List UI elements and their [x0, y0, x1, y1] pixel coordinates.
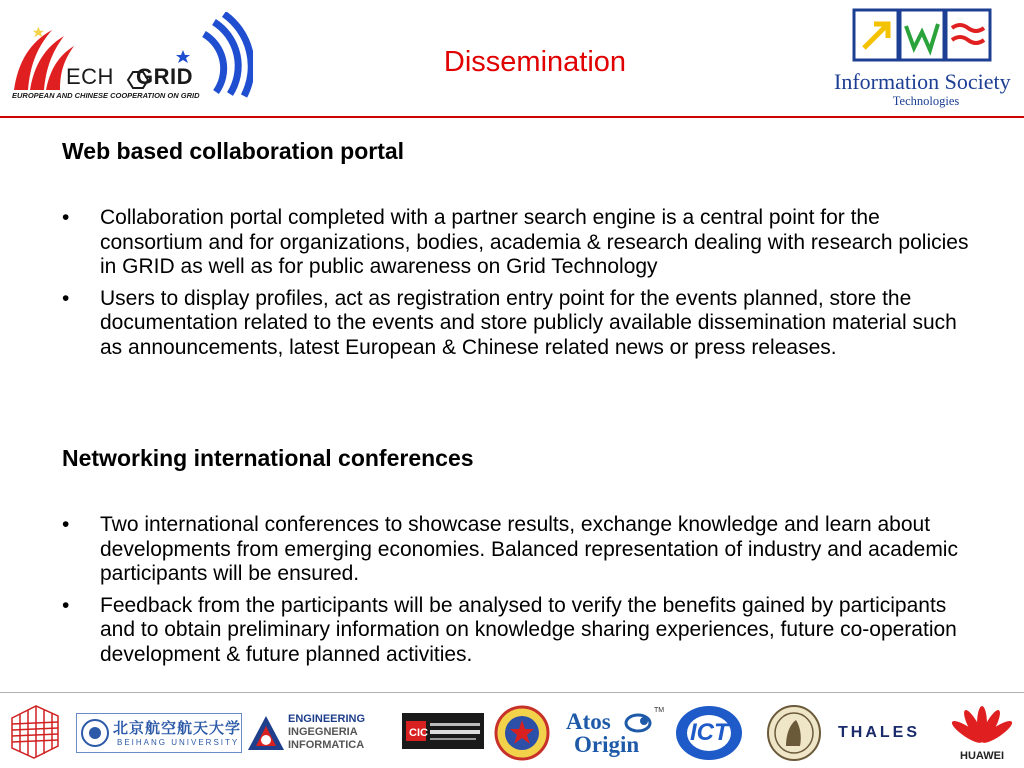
conferences-bullet-list: [62, 513, 972, 674]
list-item: [62, 513, 972, 587]
header-divider: [0, 116, 1024, 118]
ancient-seal-logo: [766, 704, 822, 762]
echogrid-logo: [8, 12, 253, 104]
bullet-icon: •: [62, 593, 70, 617]
cnic-logo: [402, 713, 484, 749]
wordmark-grid: GRID: [135, 64, 193, 89]
slide-title: Dissemination: [443, 46, 627, 78]
echogrid-wordmark: [66, 64, 193, 90]
bullet-text: Collaboration portal completed with a partner search engine is a central point for the consortium and for organizations, bodies, academia & research dealing with research policies in GRID as well as for public awareness on Grid Technology: [100, 206, 969, 278]
ict-logo: [674, 705, 744, 761]
seal-icon: [494, 705, 550, 761]
svg-text:CIC: CIC: [409, 727, 428, 739]
section-heading-conferences: Networking international conferences: [62, 445, 474, 471]
ist-emblem-icon: [832, 4, 1020, 66]
list-item: [62, 287, 972, 361]
engineering-line1: ENGINEERING: [288, 713, 366, 725]
engineering-line2: INGEGNERIA: [288, 726, 358, 738]
bullet-icon: •: [62, 206, 70, 229]
portal-bullet-list: [62, 206, 972, 367]
ict-label: ICT: [690, 719, 729, 746]
seal-coin-icon: [766, 704, 822, 762]
engineering-line3: INFORMATICA: [288, 739, 365, 751]
atos-origin-logo: [562, 705, 668, 761]
atos-line1: Atos: [566, 709, 611, 734]
huawei-flower-icon: [950, 704, 1014, 748]
section-heading-portal: Web based collaboration portal: [62, 138, 405, 164]
huawei-label: HUAWEI: [960, 750, 1004, 762]
bullet-icon: •: [62, 286, 70, 310]
university-seal-logo: [494, 705, 550, 761]
atos-swirl-icon: [624, 711, 654, 735]
list-item: [62, 206, 972, 280]
ist-line1: Information Society: [834, 69, 1011, 94]
bullet-icon: •: [62, 513, 70, 536]
beihang-cn-name: 北京航空航天大学: [113, 720, 242, 737]
bullet-text: Two international conferences to showcase results, exchange knowledge and learn about developments from emerging economies. Balanced representation of industry and academic participants will be ensured.: [100, 513, 958, 585]
atos-trademark: TM: [654, 707, 665, 714]
beihang-en-name: BEIHANG UNIVERSITY: [117, 738, 240, 747]
ist-logo: [832, 4, 1020, 110]
list-item: [62, 594, 972, 668]
atos-line2: Origin: [574, 732, 640, 757]
engineering-mark-icon: [246, 714, 286, 754]
huawei-logo: [950, 704, 1014, 764]
footer-divider: [0, 692, 1024, 693]
echogrid-tagline: EUROPEAN AND CHINESE COOPERATION ON GRID: [12, 91, 200, 100]
beihang-seal-icon: [80, 718, 110, 748]
bullet-text: Users to display profiles, act as registration entry point for the events planned, store the documentation related to the events and store publicly available dissemination material such as announcements, latest European & Chinese related news or press releases.: [100, 286, 957, 359]
wordmark-ech: ECH: [66, 64, 114, 89]
beihang-logo: [76, 713, 242, 753]
ist-line2: Technologies: [892, 94, 960, 108]
cube-icon: [6, 702, 62, 760]
bullet-text: Feedback from the participants will be analysed to verify the benefits gained by participants and to obtain preliminary information on knowledge sharing experiences, future co-operation development & future planned activities.: [100, 593, 957, 666]
thales-logo: THALES: [838, 724, 920, 741]
cube-logo: [6, 702, 62, 760]
cnic-mark-icon: [402, 713, 484, 749]
engineering-logo: [246, 712, 382, 754]
